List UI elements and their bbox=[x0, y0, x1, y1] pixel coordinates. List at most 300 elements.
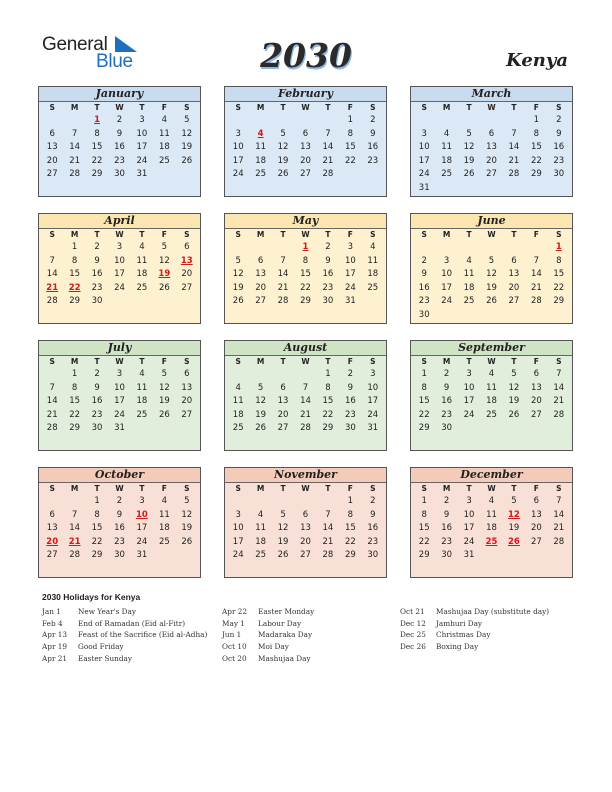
month-title: June bbox=[411, 214, 572, 229]
day-cell: 15 bbox=[322, 396, 334, 407]
weekday-header: T bbox=[466, 230, 472, 239]
day-cell: 12 bbox=[508, 382, 520, 393]
weekday-header: T bbox=[139, 484, 145, 493]
weekday-header: M bbox=[70, 357, 79, 366]
calendar-year: 2030 bbox=[260, 36, 352, 75]
day-cell: 24 bbox=[136, 536, 148, 547]
month-grid bbox=[39, 229, 200, 309]
day-cell: 30 bbox=[91, 423, 103, 434]
day-cell: 5 bbox=[184, 115, 190, 125]
day-cell: 4 bbox=[443, 128, 450, 139]
day-cell: 15 bbox=[344, 523, 356, 534]
day-cell: 2 bbox=[116, 115, 123, 125]
holiday-entry bbox=[42, 653, 207, 665]
day-cell: 22 bbox=[344, 155, 356, 166]
day-cell: 30 bbox=[114, 169, 125, 180]
weekday-header: T bbox=[139, 230, 145, 239]
day-cell: 2 bbox=[94, 369, 100, 379]
holiday-day: 26 bbox=[508, 536, 520, 547]
day-cell: 9 bbox=[94, 255, 100, 266]
day-cell: 27 bbox=[530, 409, 542, 420]
holiday-day: 1 bbox=[94, 115, 101, 125]
day-cell: 1 bbox=[533, 115, 540, 125]
day-cell: 24 bbox=[114, 282, 125, 293]
day-cell: 9 bbox=[421, 269, 427, 280]
weekday-header: S bbox=[184, 357, 190, 366]
day-cell: 9 bbox=[370, 128, 376, 139]
day-cell: 19 bbox=[181, 523, 193, 534]
day-cell: 29 bbox=[418, 550, 430, 561]
day-cell: 15 bbox=[344, 142, 356, 153]
weekday-header: W bbox=[115, 484, 124, 493]
holiday-day: 12 bbox=[508, 509, 520, 520]
holiday-date: Oct 20 bbox=[222, 653, 247, 663]
day-cell: 14 bbox=[322, 523, 334, 534]
day-cell: 27 bbox=[530, 536, 542, 547]
holiday-date: Dec 12 bbox=[400, 618, 426, 628]
weekday-header: T bbox=[94, 103, 100, 112]
day-cell: 21 bbox=[69, 155, 81, 166]
day-cell: 28 bbox=[300, 423, 311, 434]
day-cell: 13 bbox=[300, 523, 311, 534]
day-cell: 14 bbox=[322, 142, 334, 153]
holiday-column bbox=[42, 606, 207, 664]
holiday-name: Labour Day bbox=[258, 618, 302, 628]
empty-day bbox=[249, 114, 271, 128]
day-cell: 13 bbox=[530, 509, 542, 520]
holiday-day: 20 bbox=[46, 536, 59, 547]
day-cell: 3 bbox=[235, 128, 241, 139]
weekday-header: F bbox=[161, 484, 167, 493]
day-cell: 13 bbox=[46, 523, 58, 534]
weekday-header: S bbox=[235, 357, 241, 366]
weekday-header: M bbox=[256, 103, 265, 112]
day-cell: 4 bbox=[466, 255, 472, 266]
holiday-entry bbox=[42, 641, 207, 653]
day-cell: 13 bbox=[508, 269, 520, 280]
weekday-header: S bbox=[370, 484, 376, 493]
month-grid bbox=[411, 483, 572, 563]
empty-day bbox=[63, 114, 85, 128]
day-cell: 12 bbox=[255, 396, 267, 407]
day-cell: 15 bbox=[418, 523, 430, 534]
day-cell: 20 bbox=[181, 396, 193, 407]
day-cell: 30 bbox=[441, 423, 453, 434]
day-cell: 29 bbox=[69, 296, 81, 307]
weekday-header: S bbox=[184, 103, 190, 112]
day-cell: 11 bbox=[441, 142, 453, 153]
weekday-header: S bbox=[49, 230, 55, 239]
day-cell: 18 bbox=[441, 155, 453, 166]
day-cell: 16 bbox=[441, 523, 453, 534]
day-cell: 7 bbox=[533, 255, 540, 266]
holiday-entry bbox=[222, 629, 314, 641]
day-cell: 7 bbox=[325, 128, 331, 139]
holiday-day: 19 bbox=[158, 269, 171, 280]
holiday-entry bbox=[400, 641, 549, 653]
day-cell: 20 bbox=[486, 155, 497, 166]
holiday-name: Madaraka Day bbox=[258, 630, 313, 640]
empty-day bbox=[480, 241, 502, 255]
day-cell: 7 bbox=[325, 509, 331, 520]
day-cell: 6 bbox=[511, 255, 517, 266]
day-cell: 15 bbox=[530, 142, 542, 153]
day-cell: 29 bbox=[344, 550, 356, 561]
empty-day bbox=[413, 114, 435, 128]
day-cell: 7 bbox=[49, 255, 55, 266]
empty-day bbox=[458, 241, 480, 255]
day-cell: 29 bbox=[553, 296, 565, 307]
empty-day bbox=[227, 241, 249, 255]
day-cell: 6 bbox=[488, 128, 495, 139]
holiday-day: 4 bbox=[257, 128, 264, 139]
day-cell: 4 bbox=[139, 242, 145, 252]
day-cell: 23 bbox=[344, 409, 356, 420]
empty-day bbox=[317, 495, 339, 509]
day-cell: 22 bbox=[91, 155, 103, 166]
day-cell: 24 bbox=[114, 409, 125, 420]
day-cell: 21 bbox=[46, 409, 58, 420]
empty-day bbox=[227, 114, 249, 128]
day-cell: 29 bbox=[69, 423, 81, 434]
day-cell: 3 bbox=[116, 369, 123, 379]
day-cell: 31 bbox=[136, 169, 148, 180]
day-cell: 29 bbox=[91, 550, 103, 561]
month-title: January bbox=[39, 87, 200, 102]
weekday-header: T bbox=[139, 357, 145, 366]
month-title: April bbox=[39, 214, 200, 229]
day-cell: 17 bbox=[114, 396, 125, 407]
month-grid bbox=[411, 102, 572, 196]
day-cell: 19 bbox=[277, 536, 289, 547]
day-cell: 17 bbox=[463, 396, 475, 407]
day-cell: 24 bbox=[367, 409, 379, 420]
day-cell: 1 bbox=[71, 242, 78, 252]
weekday-header: F bbox=[347, 103, 353, 112]
empty-day bbox=[435, 241, 457, 255]
day-cell: 17 bbox=[463, 523, 475, 534]
day-cell: 10 bbox=[114, 255, 125, 266]
day-cell: 28 bbox=[530, 296, 542, 307]
day-cell: 3 bbox=[116, 242, 123, 252]
day-cell: 9 bbox=[556, 128, 562, 139]
day-cell: 26 bbox=[277, 169, 289, 180]
month-august bbox=[224, 340, 387, 451]
day-cell: 18 bbox=[158, 142, 170, 153]
day-cell: 2 bbox=[421, 255, 427, 266]
day-cell: 8 bbox=[347, 509, 354, 520]
day-cell: 31 bbox=[114, 423, 125, 434]
weekday-header: F bbox=[347, 230, 353, 239]
holiday-name: Mashujaa Day bbox=[258, 653, 311, 663]
empty-day bbox=[41, 114, 63, 128]
holiday-entry bbox=[222, 641, 314, 653]
day-cell: 5 bbox=[511, 369, 517, 379]
day-cell: 2 bbox=[347, 369, 354, 379]
day-cell: 8 bbox=[94, 128, 100, 139]
day-cell: 6 bbox=[49, 128, 55, 139]
day-cell: 7 bbox=[71, 509, 78, 520]
day-cell: 23 bbox=[91, 409, 103, 420]
weekday-header: S bbox=[235, 103, 241, 112]
day-cell: 25 bbox=[367, 282, 379, 293]
holidays-title: 2030 Holidays for Kenya bbox=[42, 592, 141, 602]
day-cell: 1 bbox=[421, 369, 427, 379]
day-cell: 15 bbox=[300, 269, 311, 280]
month-grid bbox=[411, 356, 572, 436]
day-cell: 22 bbox=[418, 409, 430, 420]
day-cell: 18 bbox=[136, 396, 148, 407]
day-cell: 11 bbox=[136, 255, 148, 266]
weekday-header: W bbox=[487, 230, 496, 239]
weekday-header: T bbox=[466, 103, 472, 112]
day-cell: 7 bbox=[49, 382, 55, 393]
holiday-date: Apr 21 bbox=[42, 653, 68, 663]
month-grid bbox=[39, 483, 200, 563]
day-cell: 5 bbox=[235, 255, 241, 266]
weekday-header: M bbox=[70, 103, 79, 112]
day-cell: 18 bbox=[463, 282, 475, 293]
day-cell: 22 bbox=[344, 536, 356, 547]
day-cell: 9 bbox=[370, 509, 376, 520]
empty-day bbox=[272, 114, 294, 128]
day-cell: 7 bbox=[71, 128, 78, 139]
day-cell: 9 bbox=[443, 382, 450, 393]
day-cell: 31 bbox=[344, 296, 356, 307]
empty-day bbox=[435, 114, 457, 128]
day-cell: 7 bbox=[556, 369, 562, 379]
day-cell: 21 bbox=[508, 155, 520, 166]
day-cell: 6 bbox=[280, 382, 286, 393]
day-cell: 6 bbox=[302, 128, 309, 139]
holiday-day: 13 bbox=[180, 255, 193, 266]
day-cell: 29 bbox=[530, 169, 542, 180]
day-cell: 16 bbox=[367, 142, 379, 153]
weekday-header: F bbox=[533, 484, 539, 493]
weekday-header: F bbox=[347, 357, 353, 366]
day-cell: 24 bbox=[463, 409, 475, 420]
day-cell: 16 bbox=[553, 142, 565, 153]
day-cell: 20 bbox=[277, 409, 289, 420]
day-cell: 12 bbox=[232, 269, 244, 280]
day-cell: 26 bbox=[158, 282, 170, 293]
weekday-header: W bbox=[301, 103, 310, 112]
day-cell: 24 bbox=[344, 282, 356, 293]
day-cell: 15 bbox=[553, 269, 565, 280]
day-cell: 27 bbox=[300, 169, 311, 180]
day-cell: 4 bbox=[488, 369, 495, 379]
month-title: October bbox=[39, 468, 200, 483]
weekday-header: W bbox=[301, 357, 310, 366]
day-cell: 16 bbox=[344, 396, 356, 407]
weekday-header: S bbox=[556, 357, 562, 366]
day-cell: 20 bbox=[508, 282, 520, 293]
day-cell: 18 bbox=[136, 269, 148, 280]
holiday-day: 10 bbox=[136, 509, 148, 520]
weekday-header: S bbox=[49, 357, 55, 366]
day-cell: 31 bbox=[418, 182, 430, 193]
day-cell: 10 bbox=[114, 382, 125, 393]
day-cell: 24 bbox=[232, 169, 244, 180]
weekday-header: M bbox=[256, 484, 265, 493]
day-cell: 25 bbox=[136, 282, 148, 293]
day-cell: 11 bbox=[367, 255, 379, 266]
empty-day bbox=[41, 241, 63, 255]
day-cell: 5 bbox=[511, 496, 517, 506]
weekday-header: M bbox=[442, 230, 451, 239]
holiday-date: Jun 1 bbox=[222, 630, 242, 640]
day-cell: 25 bbox=[158, 155, 170, 166]
day-cell: 27 bbox=[46, 550, 58, 561]
day-cell: 10 bbox=[441, 269, 453, 280]
day-cell: 20 bbox=[300, 536, 311, 547]
day-cell: 27 bbox=[181, 282, 193, 293]
day-cell: 17 bbox=[441, 282, 453, 293]
month-grid bbox=[39, 356, 200, 436]
day-cell: 19 bbox=[277, 155, 289, 166]
day-cell: 17 bbox=[367, 396, 379, 407]
day-cell: 19 bbox=[181, 142, 193, 153]
day-cell: 25 bbox=[441, 169, 453, 180]
day-cell: 5 bbox=[280, 509, 286, 520]
day-cell: 16 bbox=[91, 269, 103, 280]
day-cell: 12 bbox=[158, 382, 170, 393]
holiday-name: Good Friday bbox=[78, 642, 124, 652]
day-cell: 14 bbox=[508, 142, 520, 153]
month-january bbox=[38, 86, 201, 197]
day-cell: 28 bbox=[277, 296, 289, 307]
day-cell: 3 bbox=[443, 255, 450, 266]
empty-day bbox=[413, 241, 435, 255]
day-cell: 14 bbox=[553, 509, 565, 520]
day-cell: 5 bbox=[184, 496, 190, 506]
weekday-header: T bbox=[511, 103, 517, 112]
month-grid bbox=[225, 102, 386, 182]
month-title: February bbox=[225, 87, 386, 102]
day-cell: 19 bbox=[508, 396, 520, 407]
day-cell: 7 bbox=[280, 255, 286, 266]
day-cell: 18 bbox=[486, 523, 497, 534]
brand-name-blue: Blue bbox=[96, 51, 133, 72]
day-cell: 15 bbox=[91, 523, 103, 534]
day-cell: 10 bbox=[232, 523, 244, 534]
month-title: November bbox=[225, 468, 386, 483]
day-cell: 24 bbox=[441, 296, 453, 307]
day-cell: 13 bbox=[255, 269, 267, 280]
day-cell: 8 bbox=[71, 382, 78, 393]
month-grid bbox=[411, 229, 572, 323]
weekday-header: W bbox=[487, 484, 496, 493]
day-cell: 13 bbox=[300, 142, 311, 153]
month-title: July bbox=[39, 341, 200, 356]
empty-day bbox=[41, 495, 63, 509]
empty-day bbox=[458, 114, 480, 128]
day-cell: 22 bbox=[418, 536, 430, 547]
day-cell: 6 bbox=[49, 509, 55, 520]
day-cell: 16 bbox=[367, 523, 379, 534]
day-cell: 15 bbox=[418, 396, 430, 407]
weekday-header: S bbox=[184, 230, 190, 239]
day-cell: 21 bbox=[553, 396, 565, 407]
holiday-day: 1 bbox=[302, 242, 309, 252]
day-cell: 2 bbox=[370, 496, 376, 506]
weekday-header: S bbox=[49, 103, 55, 112]
day-cell: 22 bbox=[69, 409, 81, 420]
day-cell: 30 bbox=[441, 550, 453, 561]
day-cell: 7 bbox=[511, 128, 517, 139]
day-cell: 21 bbox=[553, 523, 565, 534]
weekday-header: S bbox=[235, 484, 241, 493]
weekday-header: S bbox=[556, 103, 562, 112]
weekday-header: W bbox=[301, 230, 310, 239]
day-cell: 13 bbox=[46, 142, 58, 153]
day-cell: 4 bbox=[235, 382, 241, 393]
day-cell: 14 bbox=[69, 523, 81, 534]
day-cell: 13 bbox=[277, 396, 289, 407]
day-cell: 9 bbox=[443, 509, 450, 520]
day-cell: 26 bbox=[255, 423, 267, 434]
day-cell: 3 bbox=[370, 369, 376, 379]
weekday-header: T bbox=[280, 103, 286, 112]
day-cell: 20 bbox=[530, 396, 542, 407]
day-cell: 20 bbox=[530, 523, 542, 534]
day-cell: 13 bbox=[181, 382, 193, 393]
holiday-entry bbox=[400, 618, 549, 630]
month-title: September bbox=[411, 341, 572, 356]
day-cell: 30 bbox=[344, 423, 356, 434]
day-cell: 17 bbox=[232, 536, 244, 547]
holiday-day: 21 bbox=[46, 282, 59, 293]
day-cell: 6 bbox=[302, 509, 309, 520]
day-cell: 30 bbox=[322, 296, 334, 307]
day-cell: 5 bbox=[257, 382, 264, 393]
day-cell: 28 bbox=[322, 169, 334, 180]
day-cell: 18 bbox=[367, 269, 379, 280]
weekday-header: W bbox=[487, 357, 496, 366]
day-cell: 17 bbox=[418, 155, 430, 166]
day-cell: 20 bbox=[255, 282, 267, 293]
day-cell: 16 bbox=[322, 269, 334, 280]
day-cell: 5 bbox=[488, 255, 495, 266]
month-grid bbox=[39, 102, 200, 182]
weekday-header: T bbox=[280, 484, 286, 493]
day-cell: 1 bbox=[71, 369, 78, 379]
day-cell: 31 bbox=[136, 550, 148, 561]
day-cell: 3 bbox=[466, 496, 472, 506]
holiday-date: Apr 22 bbox=[222, 607, 248, 616]
holiday-name: New Year's Day bbox=[78, 607, 137, 616]
day-cell: 24 bbox=[136, 155, 148, 166]
month-december bbox=[410, 467, 573, 578]
holiday-day: 22 bbox=[68, 282, 81, 293]
day-cell: 8 bbox=[533, 128, 540, 139]
weekday-header: S bbox=[370, 230, 376, 239]
day-cell: 2 bbox=[325, 242, 331, 252]
day-cell: 29 bbox=[322, 423, 334, 434]
weekday-header: F bbox=[347, 484, 353, 493]
weekday-header: T bbox=[511, 484, 517, 493]
empty-day bbox=[294, 495, 316, 509]
day-cell: 21 bbox=[300, 409, 311, 420]
day-cell: 18 bbox=[232, 409, 244, 420]
holiday-day: 25 bbox=[485, 536, 498, 547]
empty-day bbox=[294, 368, 316, 382]
empty-day bbox=[480, 114, 502, 128]
day-cell: 17 bbox=[344, 269, 356, 280]
day-cell: 4 bbox=[161, 496, 168, 506]
empty-day bbox=[272, 495, 294, 509]
weekday-header: W bbox=[115, 230, 124, 239]
